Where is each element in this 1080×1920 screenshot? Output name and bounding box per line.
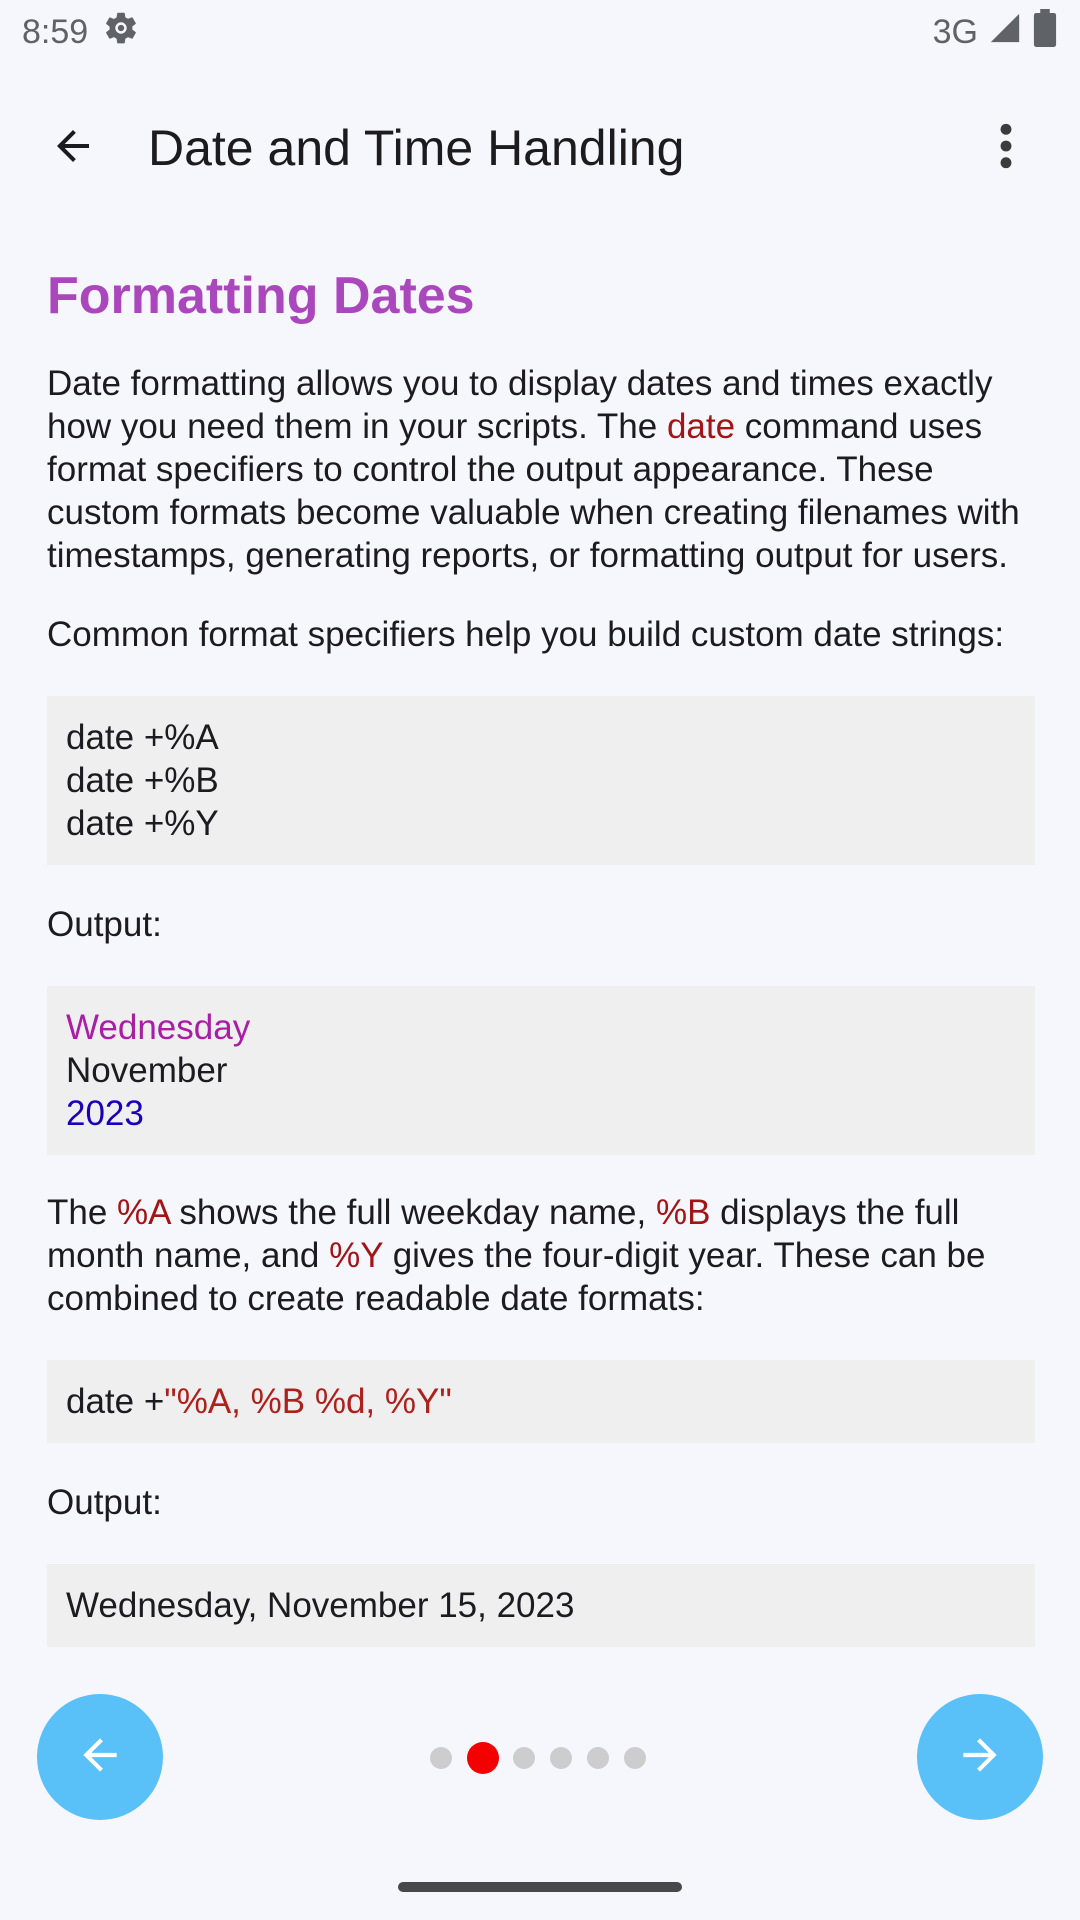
- page-dot[interactable]: [513, 1747, 535, 1769]
- explanation-text: shows the full weekday name,: [169, 1193, 656, 1232]
- code-command: date +: [66, 1382, 165, 1421]
- intro-text-before: Date formatting allows you to display dates and times exactly how you need them in your scripts. The: [47, 364, 993, 446]
- app-bar: [0, 100, 1080, 196]
- code-line: date +%B: [66, 761, 219, 800]
- page-dot[interactable]: [550, 1747, 572, 1769]
- keyword-percent-b: %B: [655, 1193, 711, 1232]
- keyword-date: date: [666, 407, 736, 446]
- code-string: "%A, %B %d, %Y": [164, 1382, 452, 1421]
- explanation-text: displays the full month name, and: [47, 1193, 960, 1275]
- page-dot[interactable]: [624, 1747, 646, 1769]
- code-line: date +%A: [66, 718, 219, 757]
- status-time: 8:59: [22, 12, 89, 51]
- arrow-right-icon: [955, 1730, 1005, 1785]
- output-label: Output:: [47, 1483, 162, 1522]
- lesson-content[interactable]: [0, 196, 1080, 1676]
- signal-icon: [988, 11, 1022, 54]
- page-dot[interactable]: [430, 1747, 452, 1769]
- explanation-paragraph: [47, 1191, 1033, 1320]
- code-block-output: [47, 986, 1035, 1155]
- settings-icon: [102, 9, 140, 56]
- section-heading: Formatting Dates: [47, 267, 475, 325]
- previous-page-button[interactable]: [37, 1694, 163, 1820]
- page-indicator: [430, 1741, 661, 1775]
- back-button[interactable]: [44, 120, 102, 176]
- battery-icon: [1032, 9, 1058, 56]
- page-dot[interactable]: [587, 1747, 609, 1769]
- page-title: Date and Time Handling: [148, 120, 685, 176]
- status-right: [933, 9, 1058, 56]
- status-bar: [0, 0, 1080, 64]
- explanation-text: The: [47, 1193, 118, 1232]
- intro-text-after: command uses format specifiers to control the output appearance. These custom formats become valuable when creating filenames with timestamps, generating reports, or formatting output for users.: [47, 407, 1020, 575]
- output-line-weekday: Wednesday: [66, 1008, 251, 1047]
- output-label: Output:: [47, 905, 162, 944]
- output-line: Wednesday, November 15, 2023: [66, 1586, 575, 1625]
- output-line-year: 2023: [66, 1094, 144, 1133]
- specifiers-paragraph: Common format specifiers help you build custom date strings:: [47, 615, 1005, 654]
- keyword-percent-y: %Y: [329, 1236, 383, 1275]
- home-indicator[interactable]: [398, 1882, 682, 1892]
- arrow-left-icon: [75, 1730, 125, 1785]
- status-left: [22, 9, 140, 56]
- code-block-combined: [47, 1360, 1035, 1443]
- code-line: date +%Y: [66, 804, 219, 843]
- code-line: [66, 1380, 1016, 1423]
- intro-paragraph: [47, 362, 1033, 577]
- next-page-button[interactable]: [917, 1694, 1043, 1820]
- back-arrow-icon: [49, 122, 97, 175]
- more-vert-icon: [999, 123, 1013, 174]
- output-line-month: November: [66, 1051, 228, 1090]
- code-block-combined-output: [47, 1564, 1035, 1647]
- keyword-percent-a: %A: [117, 1193, 170, 1232]
- explanation-text: gives the four-digit year. These can be combined to create readable date formats:: [47, 1236, 986, 1318]
- code-block-commands: [47, 696, 1035, 865]
- network-type: 3G: [932, 12, 978, 51]
- page-dot-active[interactable]: [467, 1742, 499, 1774]
- more-options-button[interactable]: [990, 120, 1022, 176]
